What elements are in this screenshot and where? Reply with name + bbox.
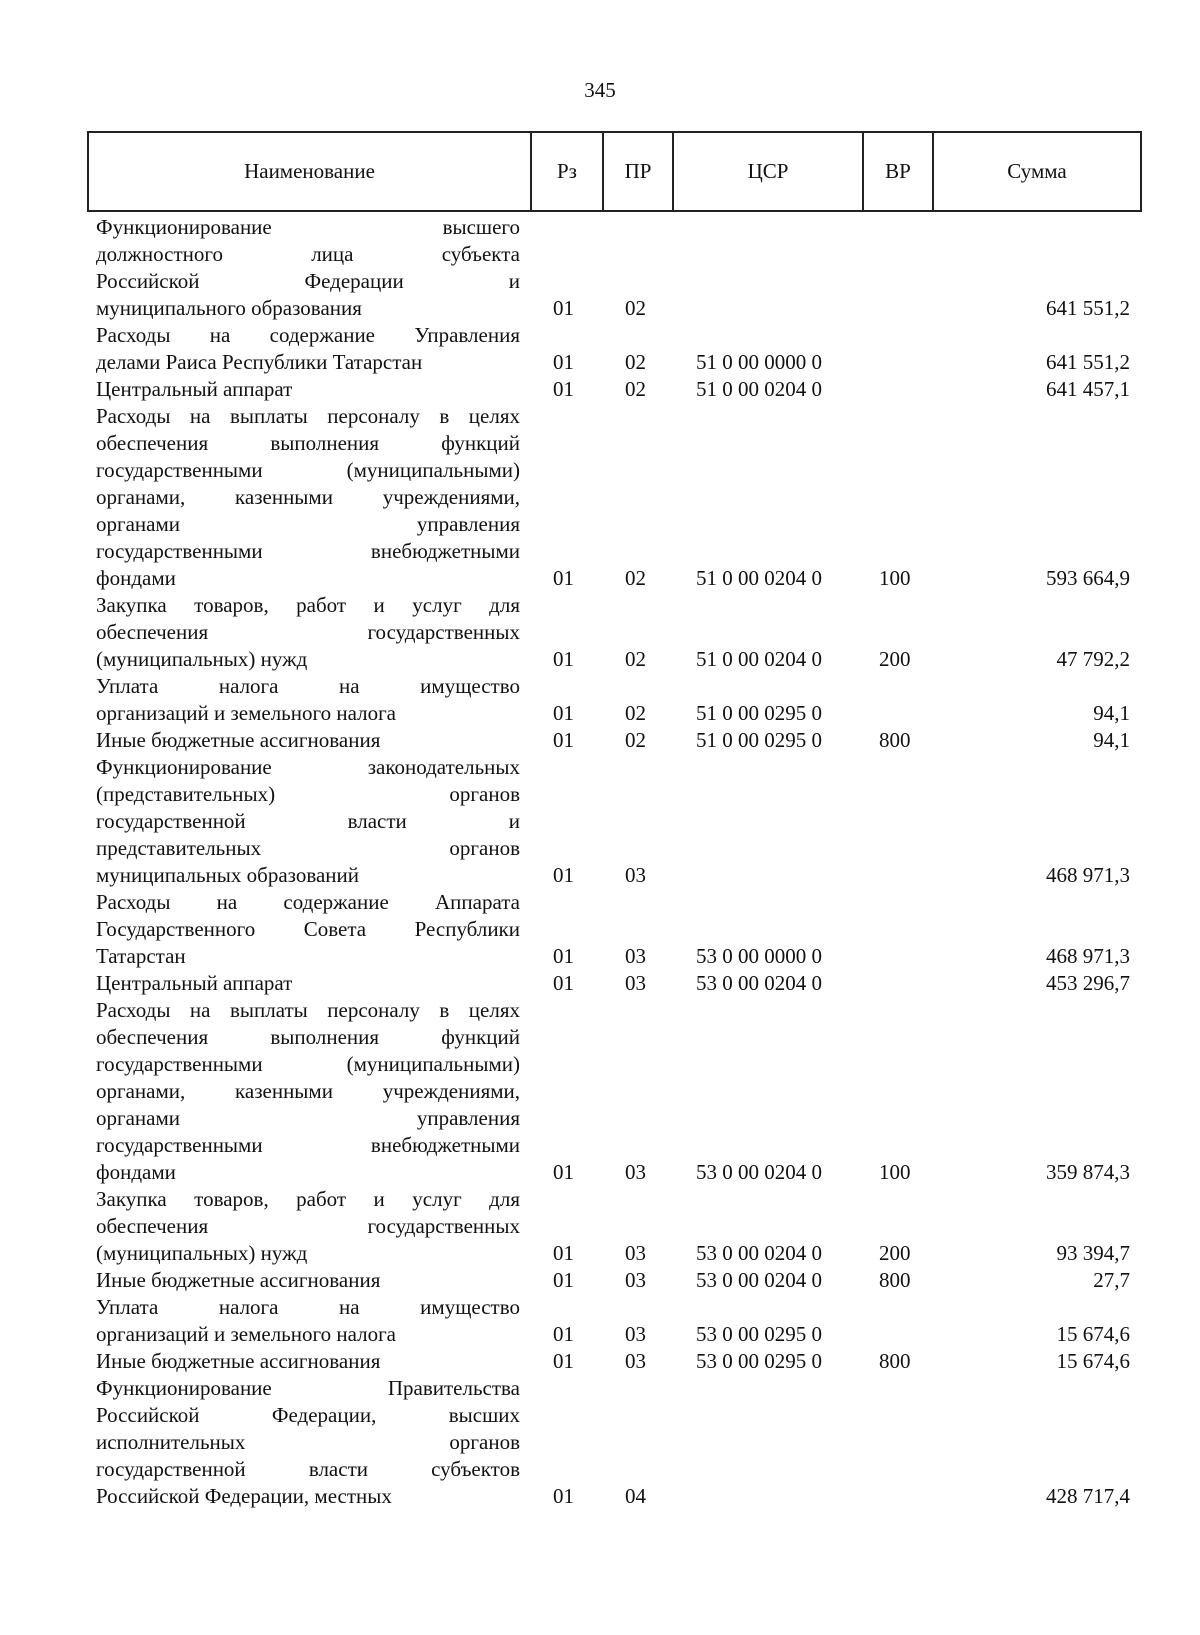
table-row: [0, 214, 1200, 322]
row-name-line: Иные бюджетные ассигнования: [96, 1268, 381, 1292]
row-rz: 01: [553, 728, 574, 752]
row-pr: 03: [625, 1160, 646, 1184]
row-name-line: Российской Федерации, местных: [96, 1484, 392, 1508]
row-csr: 51 0 00 0000 0: [696, 350, 822, 374]
row-name-line: Функционирование законодательных: [96, 755, 520, 779]
row-pr: 02: [625, 701, 646, 725]
row-rz: 01: [553, 1268, 574, 1292]
row-name-line: Иные бюджетные ассигнования: [96, 1349, 381, 1373]
row-sum: 93 394,7: [1056, 1241, 1130, 1265]
row-pr: 03: [625, 971, 646, 995]
row-pr: 03: [625, 944, 646, 968]
row-name-line: Российской Федерации и: [96, 269, 520, 293]
row-name-line: Татарстан: [96, 944, 186, 968]
column-header-pr: ПР: [604, 133, 674, 210]
row-name-line: обеспечения выполнения функций: [96, 1025, 520, 1049]
row-pr: 03: [625, 1268, 646, 1292]
row-pr: 02: [625, 350, 646, 374]
row-rz: 01: [553, 1322, 574, 1346]
row-name-line: фондами: [96, 1160, 176, 1184]
table-row: [0, 1267, 1200, 1294]
row-csr: 51 0 00 0204 0: [696, 377, 822, 401]
row-csr: 51 0 00 0204 0: [696, 566, 822, 590]
row-name: [96, 1267, 520, 1294]
row-name-line: органами управления: [96, 1106, 520, 1130]
row-sum: 641 457,1: [1046, 377, 1130, 401]
row-pr: 04: [625, 1484, 646, 1508]
row-pr: 02: [625, 566, 646, 590]
row-name-line: Функционирование Правительства: [96, 1376, 520, 1400]
row-name: [96, 1375, 520, 1510]
table-row: [0, 592, 1200, 673]
row-name-line: обеспечения государственных: [96, 1214, 520, 1238]
table-row: [0, 403, 1200, 592]
row-name: [96, 403, 520, 592]
row-name-line: обеспечения выполнения функций: [96, 431, 520, 455]
row-name: [96, 1294, 520, 1348]
row-name-line: муниципального образования: [96, 296, 362, 320]
row-name-line: (муниципальных) нужд: [96, 647, 308, 671]
row-name: [96, 970, 520, 997]
table-row: [0, 970, 1200, 997]
row-pr: 02: [625, 377, 646, 401]
row-name: [96, 727, 520, 754]
table-row: [0, 1348, 1200, 1375]
row-csr: 53 0 00 0295 0: [696, 1322, 822, 1346]
table-header: [87, 131, 1142, 212]
row-pr: 02: [625, 728, 646, 752]
row-rz: 01: [553, 1484, 574, 1508]
row-csr: 53 0 00 0204 0: [696, 1268, 822, 1292]
row-sum: 359 874,3: [1046, 1160, 1130, 1184]
page-number: 345: [584, 78, 616, 102]
row-pr: 03: [625, 863, 646, 887]
table-body: [0, 214, 1200, 1510]
row-sum: 27,7: [1093, 1268, 1130, 1292]
row-vr: 800: [879, 1349, 911, 1373]
table-row: [0, 754, 1200, 889]
row-pr: 03: [625, 1241, 646, 1265]
row-name: [96, 376, 520, 403]
table-row: [0, 1294, 1200, 1348]
row-sum: 47 792,2: [1056, 647, 1130, 671]
row-rz: 01: [553, 566, 574, 590]
row-rz: 01: [553, 1160, 574, 1184]
row-name-line: (представительных) органов: [96, 782, 520, 806]
row-csr: 53 0 00 0295 0: [696, 1349, 822, 1373]
row-name-line: Государственного Совета Республики: [96, 917, 520, 941]
row-sum: 94,1: [1093, 701, 1130, 725]
row-vr: 100: [879, 566, 911, 590]
row-sum: 468 971,3: [1046, 944, 1130, 968]
row-csr: 53 0 00 0204 0: [696, 1160, 822, 1184]
row-name-line: органами, казенными учреждениями,: [96, 1079, 520, 1103]
row-sum: 15 674,6: [1056, 1322, 1130, 1346]
row-name-line: Иные бюджетные ассигнования: [96, 728, 381, 752]
row-name: [96, 1186, 520, 1267]
row-name-line: Расходы на содержание Управления: [96, 323, 520, 347]
row-vr: 200: [879, 1241, 911, 1265]
row-name: [96, 889, 520, 970]
row-sum: 15 674,6: [1056, 1349, 1130, 1373]
row-vr: 200: [879, 647, 911, 671]
row-pr: 03: [625, 1349, 646, 1373]
row-name-line: Расходы на выплаты персоналу в целях: [96, 998, 520, 1022]
row-name-line: Расходы на выплаты персоналу в целях: [96, 404, 520, 428]
row-rz: 01: [553, 944, 574, 968]
table-row: [0, 322, 1200, 376]
row-name-line: государственной власти и: [96, 809, 520, 833]
table-row: [0, 1186, 1200, 1267]
row-sum: 593 664,9: [1046, 566, 1130, 590]
row-name-line: Уплата налога на имущество: [96, 1295, 520, 1319]
column-header-name: Наименование: [89, 133, 532, 210]
row-name-line: органами, казенными учреждениями,: [96, 485, 520, 509]
column-header-rz: Рз: [532, 133, 604, 210]
row-vr: 800: [879, 1268, 911, 1292]
row-name: [96, 1348, 520, 1375]
row-name-line: государственными внебюджетными: [96, 539, 520, 563]
row-rz: 01: [553, 971, 574, 995]
row-sum: 641 551,2: [1046, 350, 1130, 374]
row-name-line: обеспечения государственных: [96, 620, 520, 644]
row-rz: 01: [553, 350, 574, 374]
row-name-line: организаций и земельного налога: [96, 1322, 396, 1346]
row-name-line: (муниципальных) нужд: [96, 1241, 308, 1265]
row-csr: 51 0 00 0204 0: [696, 647, 822, 671]
column-header-vr: ВР: [864, 133, 934, 210]
row-sum: 453 296,7: [1046, 971, 1130, 995]
table-row: [0, 727, 1200, 754]
row-sum: 468 971,3: [1046, 863, 1130, 887]
row-vr: 800: [879, 728, 911, 752]
row-name-line: Центральный аппарат: [96, 377, 293, 401]
column-header-sum: Сумма: [1007, 159, 1067, 183]
row-sum: 641 551,2: [1046, 296, 1130, 320]
row-rz: 01: [553, 863, 574, 887]
row-name-line: организаций и земельного налога: [96, 701, 396, 725]
row-rz: 01: [553, 377, 574, 401]
row-name-line: должностного лица субъекта: [96, 242, 520, 266]
row-sum: 94,1: [1093, 728, 1130, 752]
row-name-line: Функционирование высшего: [96, 215, 520, 239]
row-name-line: фондами: [96, 566, 176, 590]
row-rz: 01: [553, 647, 574, 671]
row-pr: 02: [625, 296, 646, 320]
table-row: [0, 376, 1200, 403]
row-name-line: Центральный аппарат: [96, 971, 293, 995]
row-name: [96, 214, 520, 322]
row-csr: 51 0 00 0295 0: [696, 701, 822, 725]
row-csr: 53 0 00 0204 0: [696, 1241, 822, 1265]
row-name: [96, 754, 520, 889]
row-rz: 01: [553, 1241, 574, 1265]
row-pr: 02: [625, 647, 646, 671]
row-name-line: исполнительных органов: [96, 1430, 520, 1454]
row-name-line: государственными (муниципальными): [96, 458, 520, 482]
row-vr: 100: [879, 1160, 911, 1184]
row-csr: 51 0 00 0295 0: [696, 728, 822, 752]
row-name-line: делами Раиса Республики Татарстан: [96, 350, 423, 374]
row-name-line: муниципальных образований: [96, 863, 359, 887]
table-row: [0, 889, 1200, 970]
row-rz: 01: [553, 296, 574, 320]
row-pr: 03: [625, 1322, 646, 1346]
row-name-line: Расходы на содержание Аппарата: [96, 890, 520, 914]
row-name-line: государственной власти субъектов: [96, 1457, 520, 1481]
row-name: [96, 322, 520, 376]
row-name-line: представительных органов: [96, 836, 520, 860]
table-row: [0, 997, 1200, 1186]
column-header-csr: ЦСР: [674, 133, 864, 210]
row-name-line: государственными (муниципальными): [96, 1052, 520, 1076]
table-row: [0, 1375, 1200, 1510]
row-name: [96, 997, 520, 1186]
row-name-line: государственными внебюджетными: [96, 1133, 520, 1157]
row-name: [96, 673, 520, 727]
row-name-line: Закупка товаров, работ и услуг для: [96, 1187, 520, 1211]
table-row: [0, 673, 1200, 727]
row-name-line: Российской Федерации, высших: [96, 1403, 520, 1427]
row-name: [96, 592, 520, 673]
row-rz: 01: [553, 1349, 574, 1373]
row-name-line: Закупка товаров, работ и услуг для: [96, 593, 520, 617]
row-rz: 01: [553, 701, 574, 725]
row-name-line: органами управления: [96, 512, 520, 536]
row-name-line: Уплата налога на имущество: [96, 674, 520, 698]
row-sum: 428 717,4: [1046, 1484, 1130, 1508]
row-csr: 53 0 00 0204 0: [696, 971, 822, 995]
row-csr: 53 0 00 0000 0: [696, 944, 822, 968]
